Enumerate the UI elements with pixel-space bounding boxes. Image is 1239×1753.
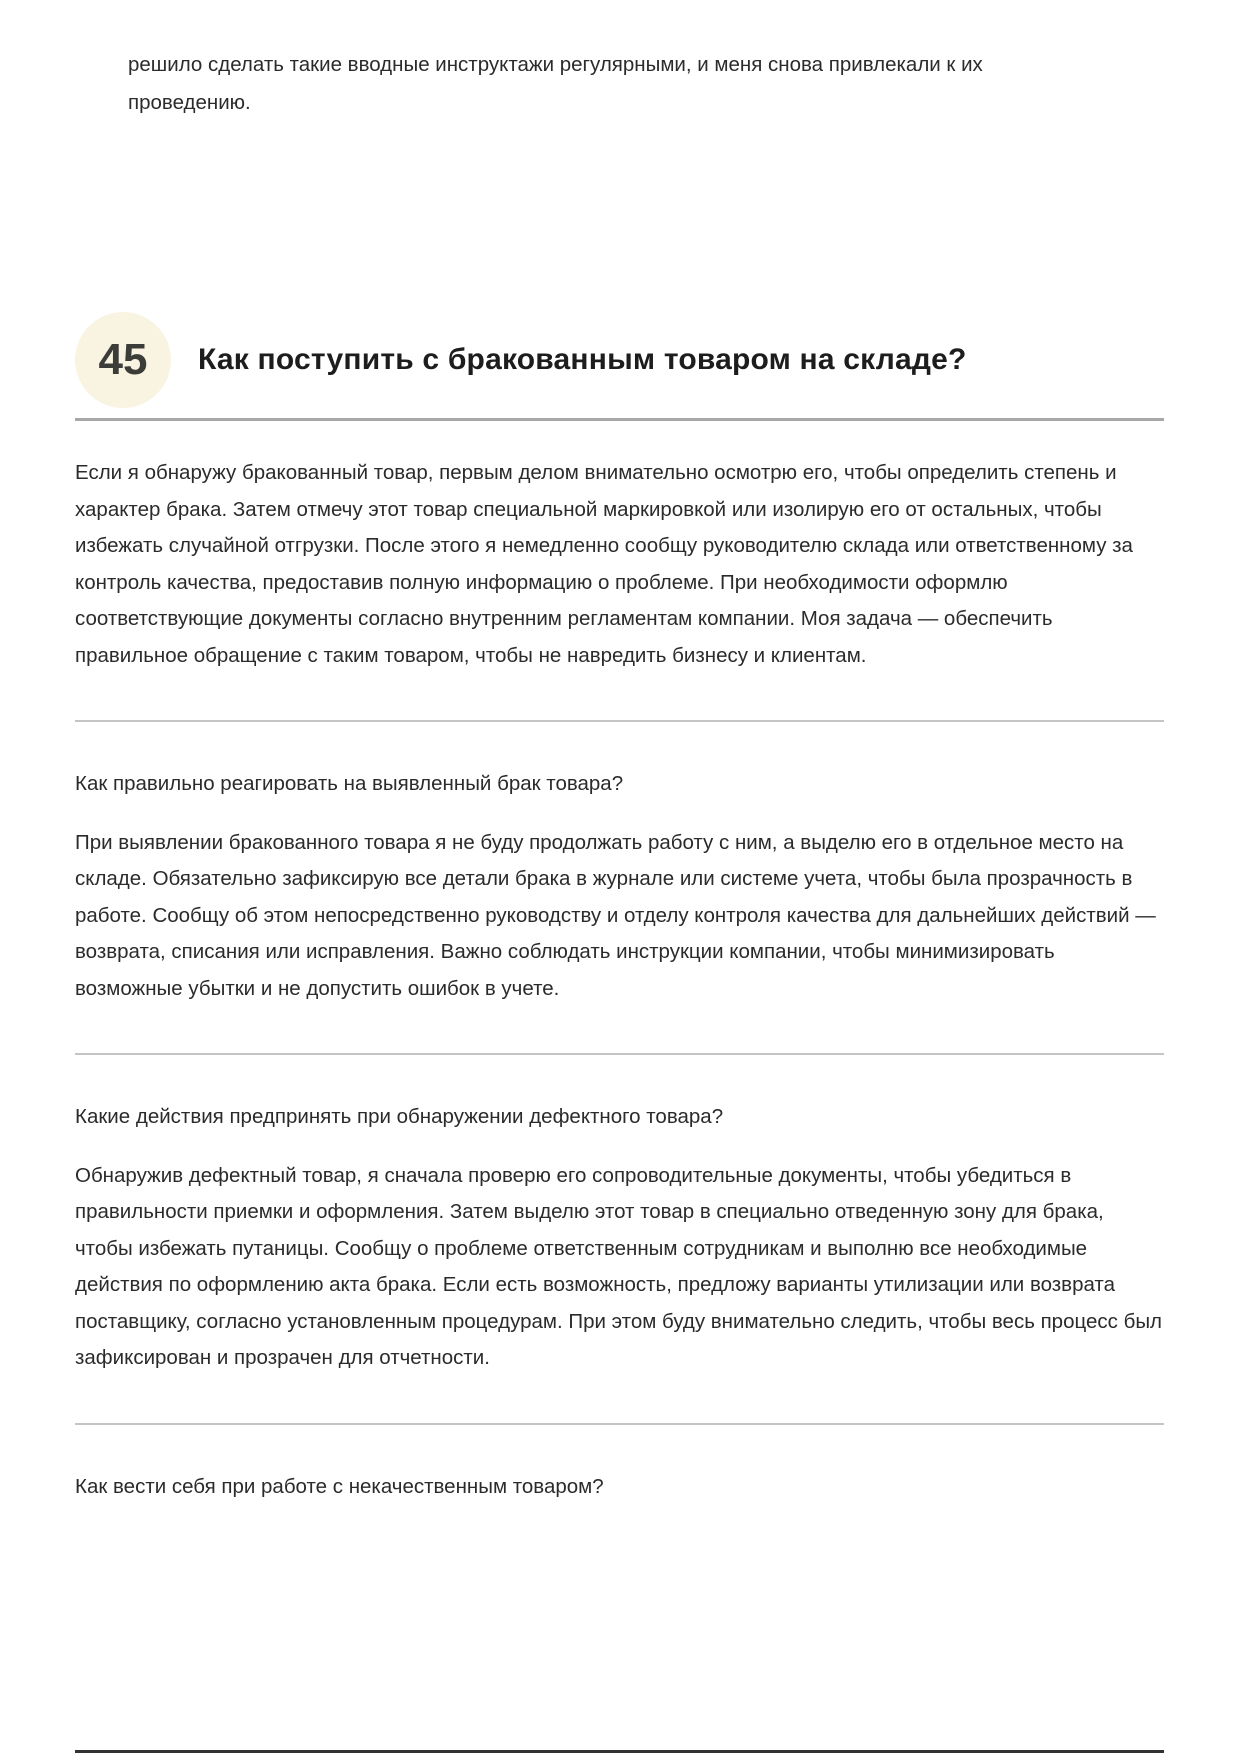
question-title: Как поступить с бракованным товаром на складе? xyxy=(198,343,967,376)
sub-question-block-3 xyxy=(75,1469,1164,1506)
section-divider-3 xyxy=(75,1423,1164,1425)
sub-question-block-2 xyxy=(75,1099,1164,1377)
section-divider-1 xyxy=(75,720,1164,722)
sub-question-block-1 xyxy=(75,766,1164,1007)
sub-answer-2: Обнаружив дефектный товар, я сначала проверю его сопроводительные документы, чтобы убедиться в правильности приемки и оформления. Затем выделю этот товар в специально отведенную зону для брака, чтобы избежать путаницы. Сообщу о проблеме ответственным сотрудникам и выполню все необходимые действия по оформлению акта брака. Если есть возможность, предложу варианты утилизации или возврата поставщику, согласно установленным процедурам. При этом буду внимательно следить, чтобы весь процесс был зафиксирован и прозрачен для отчетности. xyxy=(75,1163,1163,1369)
previous-answer-continuation: решило сделать такие вводные инструктажи регулярными, и меня снова привлекали к их проведению. xyxy=(128,53,983,114)
sub-question-2: Какие действия предпринять при обнаружении дефектного товара? xyxy=(75,1105,724,1128)
heading-divider xyxy=(75,418,1164,421)
sub-question-3: Как вести себя при работе с некачественным товаром? xyxy=(75,1474,604,1498)
question-number: 45 xyxy=(98,335,148,384)
question-header xyxy=(75,312,1164,408)
sub-answer-1: При выявлении бракованного товара я не буду продолжать работу с ним, а выделю его в отдельное место на складе. Обязательно зафиксирую все детали брака в журнале или системе учета, чтобы была прозрачность в работе. Сообщу об этом непосредственно руководству и отделу контроля качества для дальнейших действий — возврата, списания или исправления. Важно соблюдать инструкции компании, чтобы минимизировать возможные убытки и не допустить ошибок в учете. xyxy=(75,830,1156,1000)
question-number-badge xyxy=(75,312,171,408)
section-divider-2 xyxy=(75,1053,1164,1055)
sub-question-1: Как правильно реагировать на выявленный брак товара? xyxy=(75,772,624,795)
main-answer-paragraph: Если я обнаружу бракованный товар, первым делом внимательно осмотрю его, чтобы определить степень и характер брака. Затем отмечу этот товар специальной маркировкой или изолирую его от остальных, чтобы избежать случайной отгрузки. После этого я немедленно сообщу руководителю склада или ответственному за контроль качества, предоставив полную информацию о проблеме. При необходимости оформлю соответствующие документы согласно внутренним регламентам компании. Моя задача — обеспечить правильное обращение с таким товаром, чтобы не навредить бизнесу и клиентам. xyxy=(75,461,1133,667)
